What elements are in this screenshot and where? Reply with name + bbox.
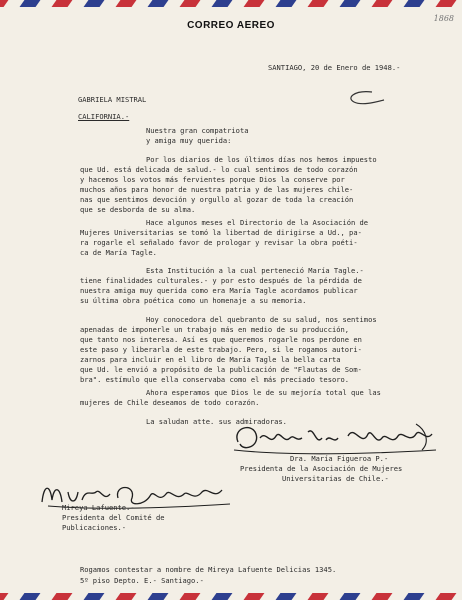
signatory1-line: Dra. María Figueroa P.- (290, 454, 389, 463)
paragraph-line: Hace algunos meses el Directorio de la Asociación de (146, 218, 369, 227)
handwritten-mark-icon (342, 88, 387, 110)
paragraph-line: Por los diarios de los últimos días nos hemos impuesto (146, 155, 377, 164)
paragraph-line: este paso y liberarla de este trabajo. Pero, si le rogamos autori- (80, 345, 362, 354)
paragraph-line: Hoy conocedora del quebranto de su salud, nos sentimos (146, 315, 377, 324)
signatory1-line: Universitarias de Chile.- (282, 474, 389, 483)
paragraph-line: muchos años para honor de nuestra patria y de las mujeres chile- (80, 185, 354, 194)
recipient-location: CALIFORNIA.- (78, 112, 130, 121)
paragraph-line: y hacemos los votos más fervientes porque Dios la conserve por (80, 175, 345, 184)
signatory2-line: Publicaciones.- (62, 523, 127, 532)
footer-line: 5º piso Depto. E.- Santiago.- (80, 576, 204, 585)
recipient-name: GABRIELA MISTRAL (78, 95, 147, 104)
signatory2-line: Presidenta del Comité de (62, 513, 165, 522)
archive-number: 1868 (433, 14, 454, 23)
signatory1-line: Presidenta de la Asociación de Mujeres (240, 464, 403, 473)
paragraph-line: apenadas de imponerle un trabajo más en medio de su producción, (80, 325, 350, 334)
paragraph-line: que se desborda de su alma. (80, 205, 196, 214)
salutation-line: y amiga muy querida: (146, 136, 232, 145)
paragraph-line: que Ud. le envió a propósito de la publicación de "Flautas de Som- (80, 365, 362, 374)
paragraph-line: Ahora esperamos que Dios le de su mejoría total que las (146, 388, 381, 397)
footer-line: Rogamos contestar a nombre de Mireya Lafuente Delicias 1345. (80, 565, 337, 574)
paragraph-line: tiene finalidades culturales.- y por esto después de la pérdida de (80, 276, 362, 285)
paragraph-line: Mujeres Universitarias se tomó la libertad de dirigirse a Ud., pa- (80, 228, 362, 237)
paragraph-line: su última obra poética como un homenaje a su memoria. (80, 296, 307, 305)
paragraph-line: mujeres de Chile deseamos de todo corazón. (80, 398, 260, 407)
paragraph-line: bra". estímulo que ella conservaba como el más preciado tesoro. (80, 375, 350, 384)
closing-line: La saludan atte. sus admiradoras. (146, 417, 287, 426)
paragraph-line: ca de María Tagle. (80, 248, 157, 257)
salutation-line: Nuestra gran compatriota (146, 126, 249, 135)
letterhead-title: CORREO AEREO (187, 20, 275, 31)
airmail-border-bottom (0, 593, 462, 600)
paragraph-line: ra rogarle el señalado favor de prologar y revisar la obra poéti- (80, 238, 358, 247)
signatory2-line: Mireya Lafuente.- (62, 503, 135, 512)
paragraph-line: que Ud. está delicada de salud.- lo cual sentimos de todo corazón (80, 165, 358, 174)
paragraph-line: que tanto nos interesa. Así es que queremos rogarle nos perdone en (80, 335, 362, 344)
paragraph-line: nas que sentimos devoción y orgullo al gozar de toda la creación (80, 195, 354, 204)
date-line: SANTIAGO, 20 de Enero de 1948.- (268, 63, 401, 72)
paragraph-line: nuestra amiga muy querida como era María Tagle acordamos publicar (80, 286, 358, 295)
paragraph-line: Esta Institución a la cual perteneció María Tagle.- (146, 266, 364, 275)
paragraph-line: zarnos para incluir en el libro de María Tagle la bella carta (80, 355, 341, 364)
airmail-border-top (0, 0, 462, 7)
